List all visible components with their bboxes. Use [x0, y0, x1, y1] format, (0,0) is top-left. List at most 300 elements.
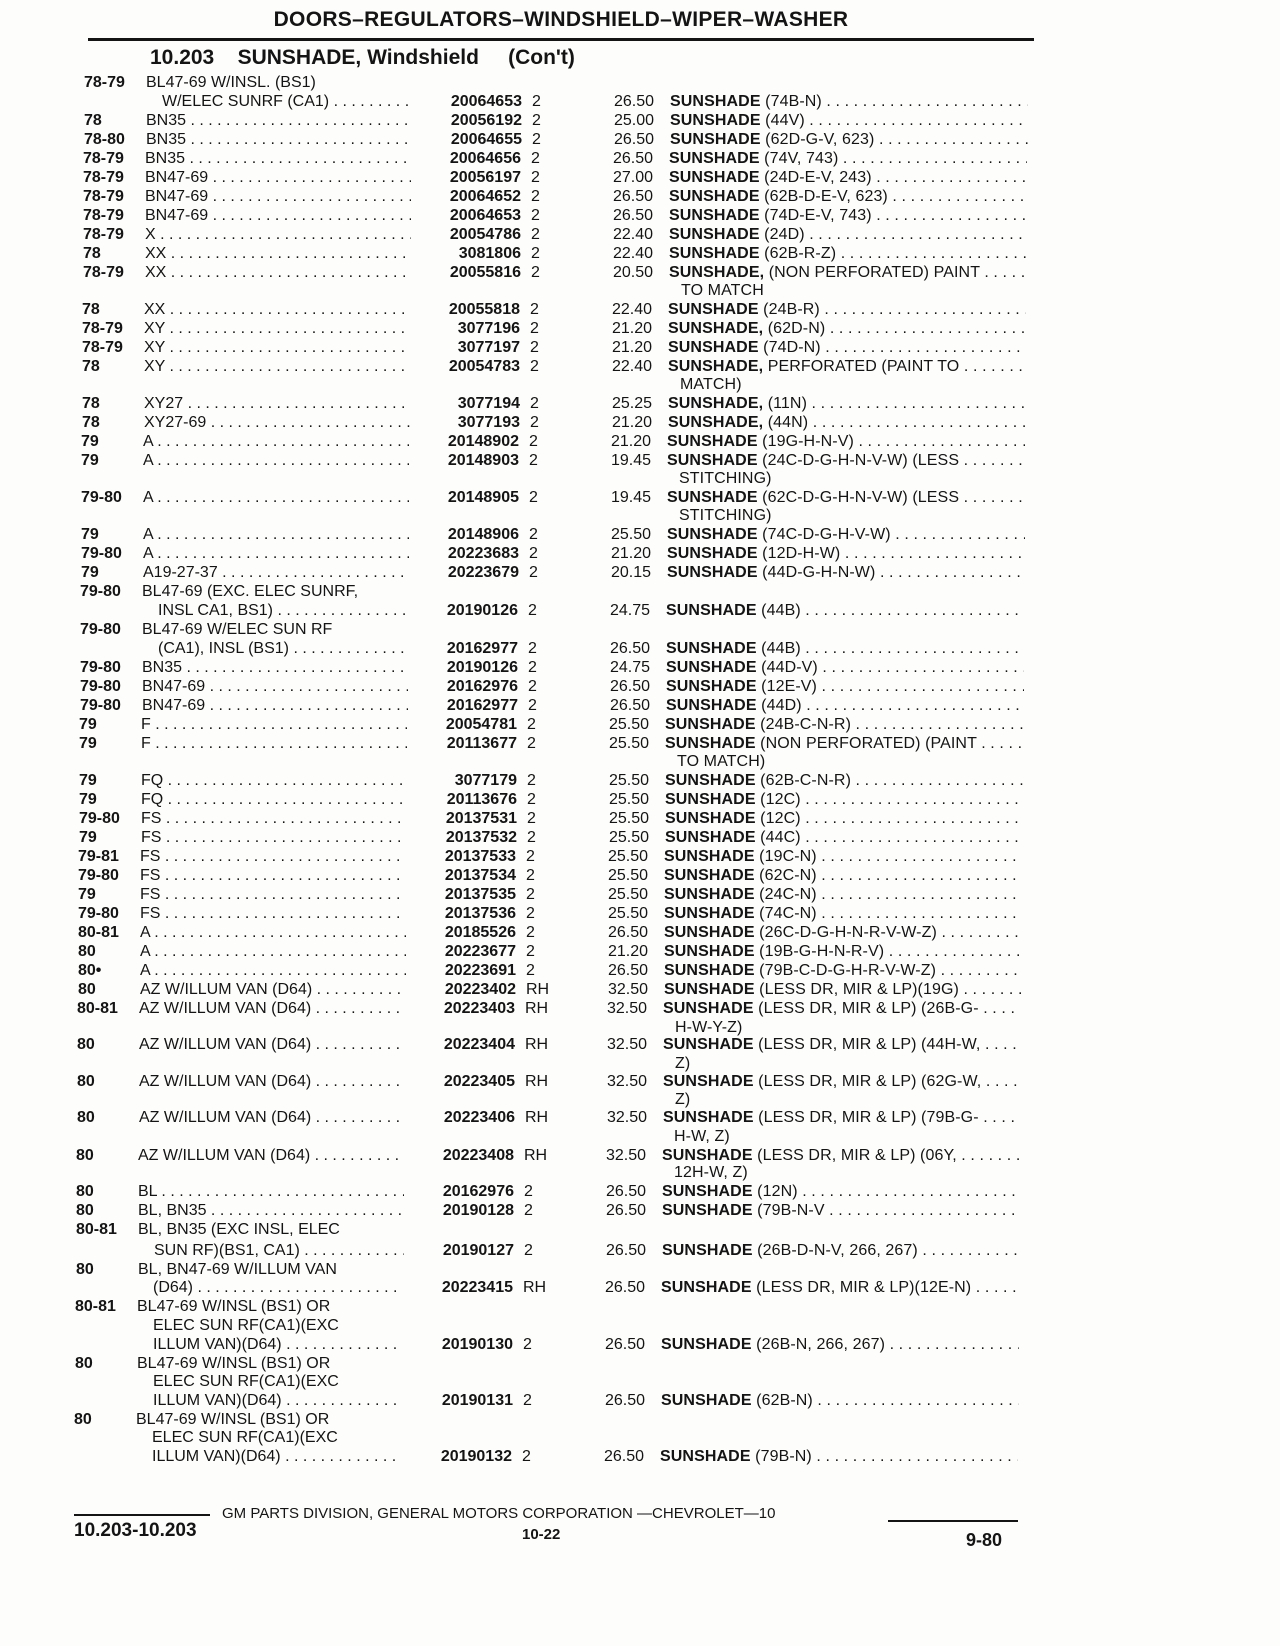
table-row	[0, 563, 1280, 582]
model-application: A . . .	[143, 451, 409, 470]
description-detail: (44D-G-H-N-W)	[762, 564, 876, 581]
quantity: 2	[532, 131, 541, 148]
price: 32.50	[606, 1073, 647, 1090]
description-detail: (24D-E-V, 243)	[764, 169, 872, 186]
model-year: 78-79	[83, 264, 124, 281]
price: 32.50	[606, 1036, 647, 1053]
table-row	[0, 601, 1280, 620]
description-detail: (79B-N-V	[757, 1202, 825, 1219]
part-description	[668, 300, 1026, 319]
model-year: 79-80	[80, 697, 121, 714]
model-year: 80-81	[78, 924, 119, 941]
model-application: ELEC SUN RF(CA1)(EXC	[153, 1373, 339, 1390]
model-year: 78	[82, 395, 100, 412]
part-number: 20064656	[411, 149, 521, 168]
table-row	[0, 130, 1280, 149]
table-row	[0, 281, 1280, 300]
quantity: 2	[526, 943, 535, 960]
part-description	[666, 658, 1024, 677]
table-row	[0, 1072, 1280, 1091]
price: 26.50	[604, 1279, 645, 1296]
description-keyword: SUNSHADE	[663, 1036, 754, 1053]
model-application: AZ W/ILLUM VAN (D64) . . .	[138, 1146, 404, 1165]
description-keyword: SUNSHADE	[669, 169, 760, 186]
part-number: 3077197	[410, 338, 520, 357]
table-row	[0, 1278, 1280, 1297]
price: 21.20	[611, 339, 652, 356]
table-row	[0, 980, 1280, 999]
model-application: ILLUM VAN)(D64) . . .	[153, 1335, 403, 1354]
table-row	[0, 658, 1280, 677]
description-detail: (11N)	[767, 395, 808, 412]
part-description	[669, 168, 1027, 187]
table-row	[0, 1410, 1280, 1429]
part-description	[669, 187, 1027, 206]
part-number: 20190127	[404, 1241, 514, 1260]
price: 26.50	[609, 678, 650, 695]
model-application: XY . . .	[144, 357, 410, 376]
footer-page-number: 10-22	[522, 1526, 561, 1543]
price: 22.40	[611, 301, 652, 318]
quantity: 2	[527, 772, 536, 789]
table-row	[0, 111, 1280, 130]
model-year: 78	[82, 301, 100, 318]
model-year: 78-79	[82, 339, 123, 356]
table-row	[0, 866, 1280, 885]
part-number: 20162976	[408, 677, 518, 696]
part-description	[664, 904, 1022, 923]
quantity: 2	[531, 245, 540, 262]
quantity: RH	[525, 1036, 549, 1053]
description-detail: (LESS DR, MIR & LP) (26B-G-	[758, 1000, 979, 1017]
quantity: 2	[526, 905, 535, 922]
description-continuation: STITCHING)	[679, 507, 772, 524]
price: 21.20	[611, 320, 652, 337]
price: 22.40	[612, 226, 653, 243]
table-row	[0, 92, 1280, 111]
price: 26.50	[613, 131, 654, 148]
price: 26.50	[605, 1183, 646, 1200]
table-row	[0, 1163, 1280, 1182]
quantity: RH	[526, 981, 550, 998]
model-application: F . . .	[141, 715, 407, 734]
footer-date: 9-80	[966, 1530, 1003, 1550]
model-application: FS . . .	[140, 866, 406, 885]
description-continuation: H-W-Y-Z)	[675, 1019, 743, 1036]
footer-rule-right	[888, 1520, 1018, 1522]
table-row	[0, 73, 1280, 92]
description-detail: (62B-D-E-V, 623)	[764, 188, 888, 205]
table-row	[0, 715, 1280, 734]
price: 22.40	[611, 358, 652, 375]
price: 25.50	[608, 716, 649, 733]
table-row	[0, 1054, 1280, 1073]
price: 25.50	[607, 886, 648, 903]
model-year: 78-79	[83, 226, 124, 243]
model-year: 80•	[78, 962, 102, 979]
table-row	[0, 1372, 1280, 1391]
part-number: 20148902	[409, 432, 519, 451]
description-keyword: SUNSHADE	[665, 829, 756, 846]
table-row	[0, 828, 1280, 847]
description-keyword: SUNSHADE	[670, 112, 761, 129]
part-number: 20162977	[408, 639, 518, 658]
description-detail: (44D-V)	[761, 659, 818, 676]
quantity: 2	[531, 207, 540, 224]
model-year: 80	[76, 1147, 94, 1164]
price: 26.50	[605, 1242, 646, 1259]
model-year: 79	[81, 564, 99, 581]
part-number: 20113677	[407, 734, 517, 753]
price: 25.50	[608, 791, 649, 808]
part-number: 20137535	[406, 885, 516, 904]
quantity: 2	[526, 924, 535, 941]
description-detail: (44D)	[761, 697, 802, 714]
description-keyword: SUNSHADE	[662, 1202, 753, 1219]
part-number: 20137536	[406, 904, 516, 923]
part-number: 3077193	[410, 413, 520, 432]
quantity: 2	[531, 169, 540, 186]
table-row	[0, 1316, 1280, 1335]
model-application: BL47-69 W/INSL. (BS1)	[146, 74, 316, 91]
part-number: 20064653	[411, 206, 521, 225]
model-application: XX . . .	[145, 263, 411, 282]
part-description	[666, 696, 1024, 715]
table-row	[0, 375, 1280, 394]
model-year: 78-79	[82, 320, 123, 337]
table-row	[0, 885, 1280, 904]
table-row	[0, 1035, 1280, 1054]
model-year: 79-80	[80, 678, 121, 695]
description-detail: (26C-D-G-H-N-R-V-W-Z)	[759, 924, 937, 941]
part-description	[663, 1108, 1021, 1127]
description-keyword: SUNSHADE	[667, 526, 758, 543]
part-description	[661, 1335, 1019, 1354]
model-application: A . . .	[143, 525, 409, 544]
model-year: 79-81	[78, 848, 119, 865]
quantity: 2	[530, 301, 539, 318]
part-description	[665, 715, 1023, 734]
model-application: A . . .	[140, 923, 406, 942]
part-number: 20064652	[411, 187, 521, 206]
table-row	[0, 677, 1280, 696]
description-keyword: SUNSHADE	[665, 716, 756, 733]
price: 26.50	[609, 697, 650, 714]
description-detail: (62B-N)	[756, 1392, 813, 1409]
quantity: 2	[530, 320, 539, 337]
part-number: 20190130	[403, 1335, 513, 1354]
model-year: 79	[81, 433, 99, 450]
quantity: 2	[530, 414, 539, 431]
table-row	[0, 394, 1280, 413]
table-row	[0, 639, 1280, 658]
table-row	[0, 904, 1280, 923]
price: 21.20	[607, 943, 648, 960]
model-year: 79	[81, 526, 99, 543]
description-detail: (62C-D-G-H-N-V-W) (LESS	[762, 489, 960, 506]
description-continuation: TO MATCH)	[677, 753, 766, 770]
description-detail: (19C-N)	[759, 848, 817, 865]
table-row	[0, 1354, 1280, 1373]
section-number: 10.203	[150, 46, 215, 69]
part-number: 20223404	[405, 1035, 515, 1054]
price: 25.50	[610, 526, 651, 543]
part-number: 20190126	[408, 658, 518, 677]
model-application: ILLUM VAN)(D64) . . .	[152, 1447, 402, 1466]
part-number: 20190132	[402, 1447, 512, 1466]
part-description	[667, 488, 1025, 507]
description-detail: (62D-G-V, 623)	[765, 131, 875, 148]
quantity: 2	[529, 564, 538, 581]
price: 21.20	[611, 414, 652, 431]
quantity: 2	[531, 150, 540, 167]
price: 26.50	[605, 1202, 646, 1219]
description-keyword: SUNSHADE	[669, 245, 760, 262]
table-row	[0, 338, 1280, 357]
quantity: 2	[526, 848, 535, 865]
price: 26.50	[612, 150, 653, 167]
price: 26.50	[609, 640, 650, 657]
description-detail: (LESS DR, MIR & LP)(12E-N)	[756, 1279, 972, 1296]
description-keyword: SUNSHADE	[661, 1392, 752, 1409]
part-description	[664, 885, 1022, 904]
part-description	[668, 357, 1026, 376]
table-row	[0, 525, 1280, 544]
description-detail: (44B)	[761, 602, 801, 619]
model-application: AZ W/ILLUM VAN (D64) . . .	[139, 999, 405, 1018]
model-year: 79-80	[78, 905, 119, 922]
model-year: 79-80	[80, 583, 121, 600]
model-year: 80-81	[77, 1000, 118, 1017]
description-keyword: SUNSHADE	[668, 339, 759, 356]
description-continuation: H-W, Z)	[674, 1128, 730, 1145]
description-keyword: SUNSHADE	[668, 301, 759, 318]
part-number: 20148906	[409, 525, 519, 544]
model-year: 78	[82, 414, 100, 431]
table-row	[0, 734, 1280, 753]
description-detail: (62D-N)	[767, 320, 826, 337]
table-row	[0, 244, 1280, 263]
table-row	[0, 206, 1280, 225]
part-description	[664, 923, 1022, 942]
part-number: 3077194	[410, 394, 520, 413]
part-description	[667, 432, 1025, 451]
part-number: 20064655	[412, 130, 522, 149]
table-row	[0, 1108, 1280, 1127]
model-year: 78-79	[83, 188, 124, 205]
description-keyword: SUNSHADE	[666, 602, 757, 619]
price: 32.50	[607, 981, 648, 998]
description-detail: (74D-N)	[763, 339, 821, 356]
model-year: 80	[76, 1261, 94, 1278]
model-application: AZ W/ILLUM VAN (D64) . . .	[139, 1108, 405, 1127]
table-row	[0, 357, 1280, 376]
model-application: BN35 . . .	[145, 149, 411, 168]
price: 25.25	[611, 395, 652, 412]
part-description	[665, 734, 1023, 753]
description-detail: PERFORATED (PAINT TO	[767, 358, 960, 375]
price: 19.45	[610, 489, 651, 506]
part-number: 20190128	[404, 1201, 514, 1220]
description-keyword: SUNSHADE	[660, 1448, 751, 1465]
model-year: 78-79	[83, 150, 124, 167]
footer-section-range: 10.203-10.203	[74, 1520, 197, 1541]
part-description	[670, 92, 1028, 111]
model-year: 78	[82, 358, 100, 375]
part-description	[668, 413, 1026, 432]
model-year: 80	[75, 1355, 93, 1372]
part-description	[667, 544, 1025, 563]
model-year: 79-80	[79, 810, 120, 827]
part-number: 20137533	[406, 847, 516, 866]
description-keyword: SUNSHADE	[661, 1279, 752, 1296]
description-detail: (NON PERFORATED) (PAINT	[760, 735, 977, 752]
description-keyword: SUNSHADE	[665, 810, 756, 827]
footer-rule-left	[74, 1514, 210, 1516]
description-keyword: SUNSHADE	[669, 207, 760, 224]
model-year: 79	[79, 772, 97, 789]
part-number: 20054783	[410, 357, 520, 376]
part-number: 20223406	[405, 1108, 515, 1127]
part-number: 20190126	[408, 601, 518, 620]
model-year: 80	[74, 1411, 92, 1428]
description-detail: (19G-H-N-V)	[762, 433, 854, 450]
description-detail: (79B-C-D-G-H-R-V-W-Z)	[759, 962, 937, 979]
price: 22.40	[612, 245, 653, 262]
model-year: 79-80	[81, 489, 122, 506]
section-cont: (Con't)	[508, 46, 575, 69]
model-application: BN35 . . .	[146, 130, 412, 149]
description-keyword: SUNSHADE	[664, 924, 755, 941]
price: 26.50	[607, 962, 648, 979]
model-year: 80-81	[76, 1221, 117, 1238]
price: 20.50	[612, 264, 653, 281]
model-year: 79	[79, 735, 97, 752]
quantity: 2	[531, 264, 540, 281]
part-description	[661, 1391, 1019, 1410]
table-row	[0, 149, 1280, 168]
quantity: 2	[531, 188, 540, 205]
description-keyword: SUNSHADE	[662, 1183, 753, 1200]
model-year: 80	[77, 1036, 95, 1053]
price: 21.20	[610, 433, 651, 450]
table-row	[0, 1182, 1280, 1201]
part-description	[664, 961, 1022, 980]
table-row	[0, 168, 1280, 187]
part-description	[665, 828, 1023, 847]
price: 25.50	[608, 772, 649, 789]
part-number: 20054781	[407, 715, 517, 734]
part-description	[669, 225, 1027, 244]
quantity: 2	[530, 339, 539, 356]
part-number: 20054786	[411, 225, 521, 244]
model-year: 78-79	[83, 169, 124, 186]
description-detail: (24D)	[764, 226, 805, 243]
price: 26.50	[603, 1448, 644, 1465]
part-description	[661, 1278, 1019, 1297]
description-keyword: SUNSHADE	[665, 772, 756, 789]
part-description	[664, 980, 1022, 999]
description-keyword: SUNSHADE	[666, 697, 757, 714]
part-number: 20148903	[409, 451, 519, 470]
description-keyword: SUNSHADE	[670, 93, 761, 110]
description-keyword: SUNSHADE,	[668, 320, 764, 337]
part-description	[667, 451, 1025, 470]
model-year: 78-79	[84, 74, 125, 91]
description-detail: (12E-V)	[761, 678, 817, 695]
price: 24.75	[609, 602, 650, 619]
model-year: 80-81	[75, 1298, 116, 1315]
part-number: 20223691	[406, 961, 516, 980]
description-detail: (12D-H-W)	[762, 545, 841, 562]
description-keyword: SUNSHADE	[670, 131, 761, 148]
part-number: 20137534	[406, 866, 516, 885]
model-year: 78	[84, 112, 102, 129]
price: 32.50	[606, 1109, 647, 1126]
model-year: 80	[76, 1202, 94, 1219]
description-keyword: SUNSHADE	[664, 886, 755, 903]
price: 26.50	[612, 188, 653, 205]
part-number: 3081806	[411, 244, 521, 263]
description-keyword: SUNSHADE	[666, 640, 757, 657]
part-description	[663, 999, 1021, 1018]
part-description	[665, 771, 1023, 790]
part-number: 20064653	[412, 92, 522, 111]
table-row	[0, 1428, 1280, 1447]
table-row	[0, 620, 1280, 639]
quantity: 2	[530, 358, 539, 375]
quantity: RH	[523, 1279, 547, 1296]
model-application: FS . . .	[141, 809, 407, 828]
quantity: 2	[529, 526, 538, 543]
model-application: XY . . .	[144, 338, 410, 357]
table-row	[0, 225, 1280, 244]
quantity: 2	[529, 489, 538, 506]
description-detail: (74B-N)	[765, 93, 822, 110]
description-detail: (26B-D-N-V, 266, 267)	[757, 1242, 918, 1259]
description-keyword: SUNSHADE	[663, 1000, 754, 1017]
description-detail: (12N)	[757, 1183, 798, 1200]
quantity: 2	[524, 1183, 533, 1200]
model-application: A . . .	[143, 544, 409, 563]
description-detail: (74C-N)	[759, 905, 817, 922]
price: 20.15	[610, 564, 651, 581]
model-application: BL . . .	[138, 1182, 404, 1201]
model-year: 80	[77, 1073, 95, 1090]
model-application: A . . .	[143, 488, 409, 507]
model-application: FS . . .	[140, 885, 406, 904]
quantity: RH	[525, 1109, 549, 1126]
section-name: SUNSHADE, Windshield	[237, 46, 479, 69]
table-row	[0, 999, 1280, 1018]
part-number: 20137531	[407, 809, 517, 828]
table-row	[0, 506, 1280, 525]
table-row	[0, 319, 1280, 338]
model-application: BL47-69 W/INSL (BS1) OR	[137, 1355, 331, 1372]
model-application: XY . . .	[144, 319, 410, 338]
part-number: 20162977	[408, 696, 518, 715]
table-row	[0, 544, 1280, 563]
part-number: 20056197	[411, 168, 521, 187]
quantity: 2	[529, 433, 538, 450]
description-continuation: MATCH)	[680, 376, 742, 393]
table-row	[0, 1391, 1280, 1410]
part-number: 20223415	[403, 1278, 513, 1297]
description-detail: (62B-C-N-R)	[760, 772, 852, 789]
price: 26.50	[612, 207, 653, 224]
price: 32.50	[606, 1000, 647, 1017]
description-detail: (LESS DR, MIR & LP) (06Y,	[757, 1147, 957, 1164]
